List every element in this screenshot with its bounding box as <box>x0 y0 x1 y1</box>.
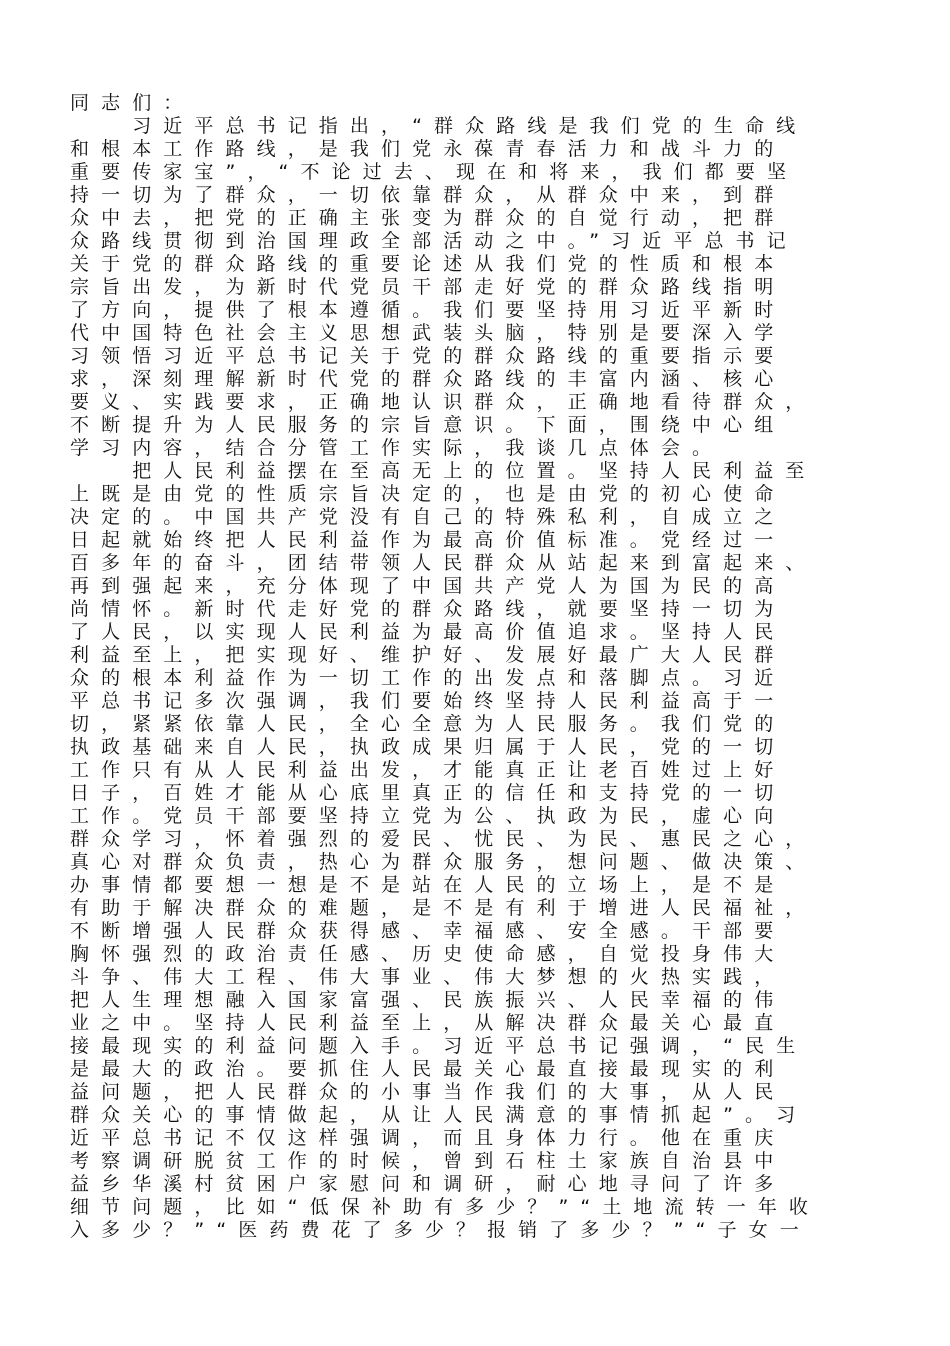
text-line: 办事情都要想一想是不是站在人民的立场上，是不是 <box>70 874 786 896</box>
text-line: 不断提升为人民服务的宗旨意识。下面，围绕中心组 <box>70 414 786 436</box>
text-line: 了方向，提供了根本遵循。我们要坚持用习近平新时 <box>70 299 786 321</box>
text-line: 众中去，把党的正确主张变为群众的自觉行动，把群 <box>70 207 786 229</box>
text-line: 利益至上，把实现好、维护好、发展好最广大人民群 <box>70 644 786 666</box>
text-line: 平总书记多次强调，我们要始终坚持人民利益高于一 <box>70 690 786 712</box>
text-line: 工作只有从人民利益出发，才能真正让老百姓过上好 <box>70 759 786 781</box>
text-line: 和根本工作路线，是我们党永葆青春活力和战斗力的 <box>70 138 786 160</box>
text-line: 把人生理想融入国家富强、民族振兴、人民幸福的伟 <box>70 989 786 1011</box>
text-line: 近平总书记不仅这样强调，而且身体力行。他在重庆 <box>70 1127 786 1149</box>
text-line: 细节问题，比如“低保补助有多少？”“土地流转一年收 <box>70 1196 821 1218</box>
text-line: 了人民，以实现人民利益为最高价值追求。坚持人民 <box>70 621 786 643</box>
text-line: 工作。党员干部要坚持立党为公、执政为民，虚心向 <box>70 805 786 827</box>
text-line: 决定的。中国共产党没有自己的特殊私利，自成立之 <box>70 506 786 528</box>
text-line: 把人民利益摆在至高无上的位置。坚持人民利益至 <box>70 460 817 482</box>
text-line: 尚情怀。新时代走好党的群众路线，就要坚持一切为 <box>70 598 786 620</box>
text-line: 上既是由党的性质宗旨决定的，也是由党的初心使命 <box>70 483 786 505</box>
text-line: 切，紧紧依靠人民，全心全意为人民服务。我们党的 <box>70 713 786 735</box>
text-line: 同志们： <box>70 92 195 114</box>
text-line: 日子，百姓才能从心底里真正的信任和支持党的一切 <box>70 782 786 804</box>
text-line: 宗旨出发，为新时代党员干部走好党的群众路线指明 <box>70 276 786 298</box>
text-line: 求，深刻理解新时代党的群众路线的丰富内涵、核心 <box>70 368 786 390</box>
text-line: 群众关心的事情做起，从让人民满意的事情抓起”。习 <box>70 1104 808 1126</box>
text-line: 学习内容，结合分管工作实际，我谈几点体会。 <box>70 437 724 459</box>
text-line: 代中国特色社会主义思想武装头脑，特别是要深入学 <box>70 322 786 344</box>
text-line: 重要传家宝”，“不论过去、现在和将来，我们都要坚 <box>70 161 799 183</box>
text-line: 众路线贯彻到治国理政全部活动之中。”习近平总书记 <box>70 230 798 252</box>
text-line: 是最大的政治。要抓住人民最关心最直接最现实的利 <box>70 1058 786 1080</box>
text-line: 入多少？”“医药费花了多少？报销了多少？”“子女一 <box>70 1219 811 1241</box>
text-line: 益乡华溪村贫困户家慰问和调研，耐心地寻问了许多 <box>70 1173 786 1195</box>
text-line: 胸怀强烈的政治责任感、历史使命感，自觉投身伟大 <box>70 943 786 965</box>
text-line: 再到强起来，充分体现了中国共产党人为国为民的高 <box>70 575 786 597</box>
speech-text <box>70 92 820 1242</box>
text-line: 百多年的奋斗，团结带领人民群众从站起来到富起来、 <box>70 552 817 574</box>
text-line: 要义、实践要求，正确地认识群众，正确地看待群众， <box>70 391 817 413</box>
text-line: 习近平总书记指出，“群众路线是我们党的生命线 <box>70 115 808 137</box>
text-line: 有助于解决群众的难题，是不是有利于增进人民福祉， <box>70 897 817 919</box>
text-line: 关于党的群众路线的重要论述从我们党的性质和根本 <box>70 253 786 275</box>
text-line: 习领悟习近平总书记关于党的群众路线的重要指示要 <box>70 345 786 367</box>
text-line: 业之中。坚持人民利益至上，从解决群众最关心最直 <box>70 1012 786 1034</box>
text-line: 群众学习，怀着强烈的爱民、忧民、为民、惠民之心， <box>70 828 817 850</box>
text-line: 斗争、伟大工程、伟大事业、伟大梦想的火热实践， <box>70 966 786 988</box>
text-line: 众的根本利益作为一切工作的出发点和落脚点。习近 <box>70 667 786 689</box>
text-line: 真心对群众负责，热心为群众服务，想问题、做决策、 <box>70 851 817 873</box>
text-line: 考察调研脱贫工作的时候，曾到石柱土家族自治县中 <box>70 1150 786 1172</box>
text-line: 接最现实的利益问题入手。习近平总书记强调，“民生 <box>70 1035 808 1057</box>
text-line: 执政基础来自人民，执政成果归属于人民，党的一切 <box>70 736 786 758</box>
text-line: 不断增强人民群众获得感、幸福感、安全感。干部要 <box>70 920 786 942</box>
text-line: 益问题，把人民群众的小事当作我们的大事，从人民 <box>70 1081 786 1103</box>
text-line: 日起就始终把人民利益作为最高价值标准。党经过一 <box>70 529 786 551</box>
text-line: 持一切为了群众，一切依靠群众，从群众中来，到群 <box>70 184 786 206</box>
